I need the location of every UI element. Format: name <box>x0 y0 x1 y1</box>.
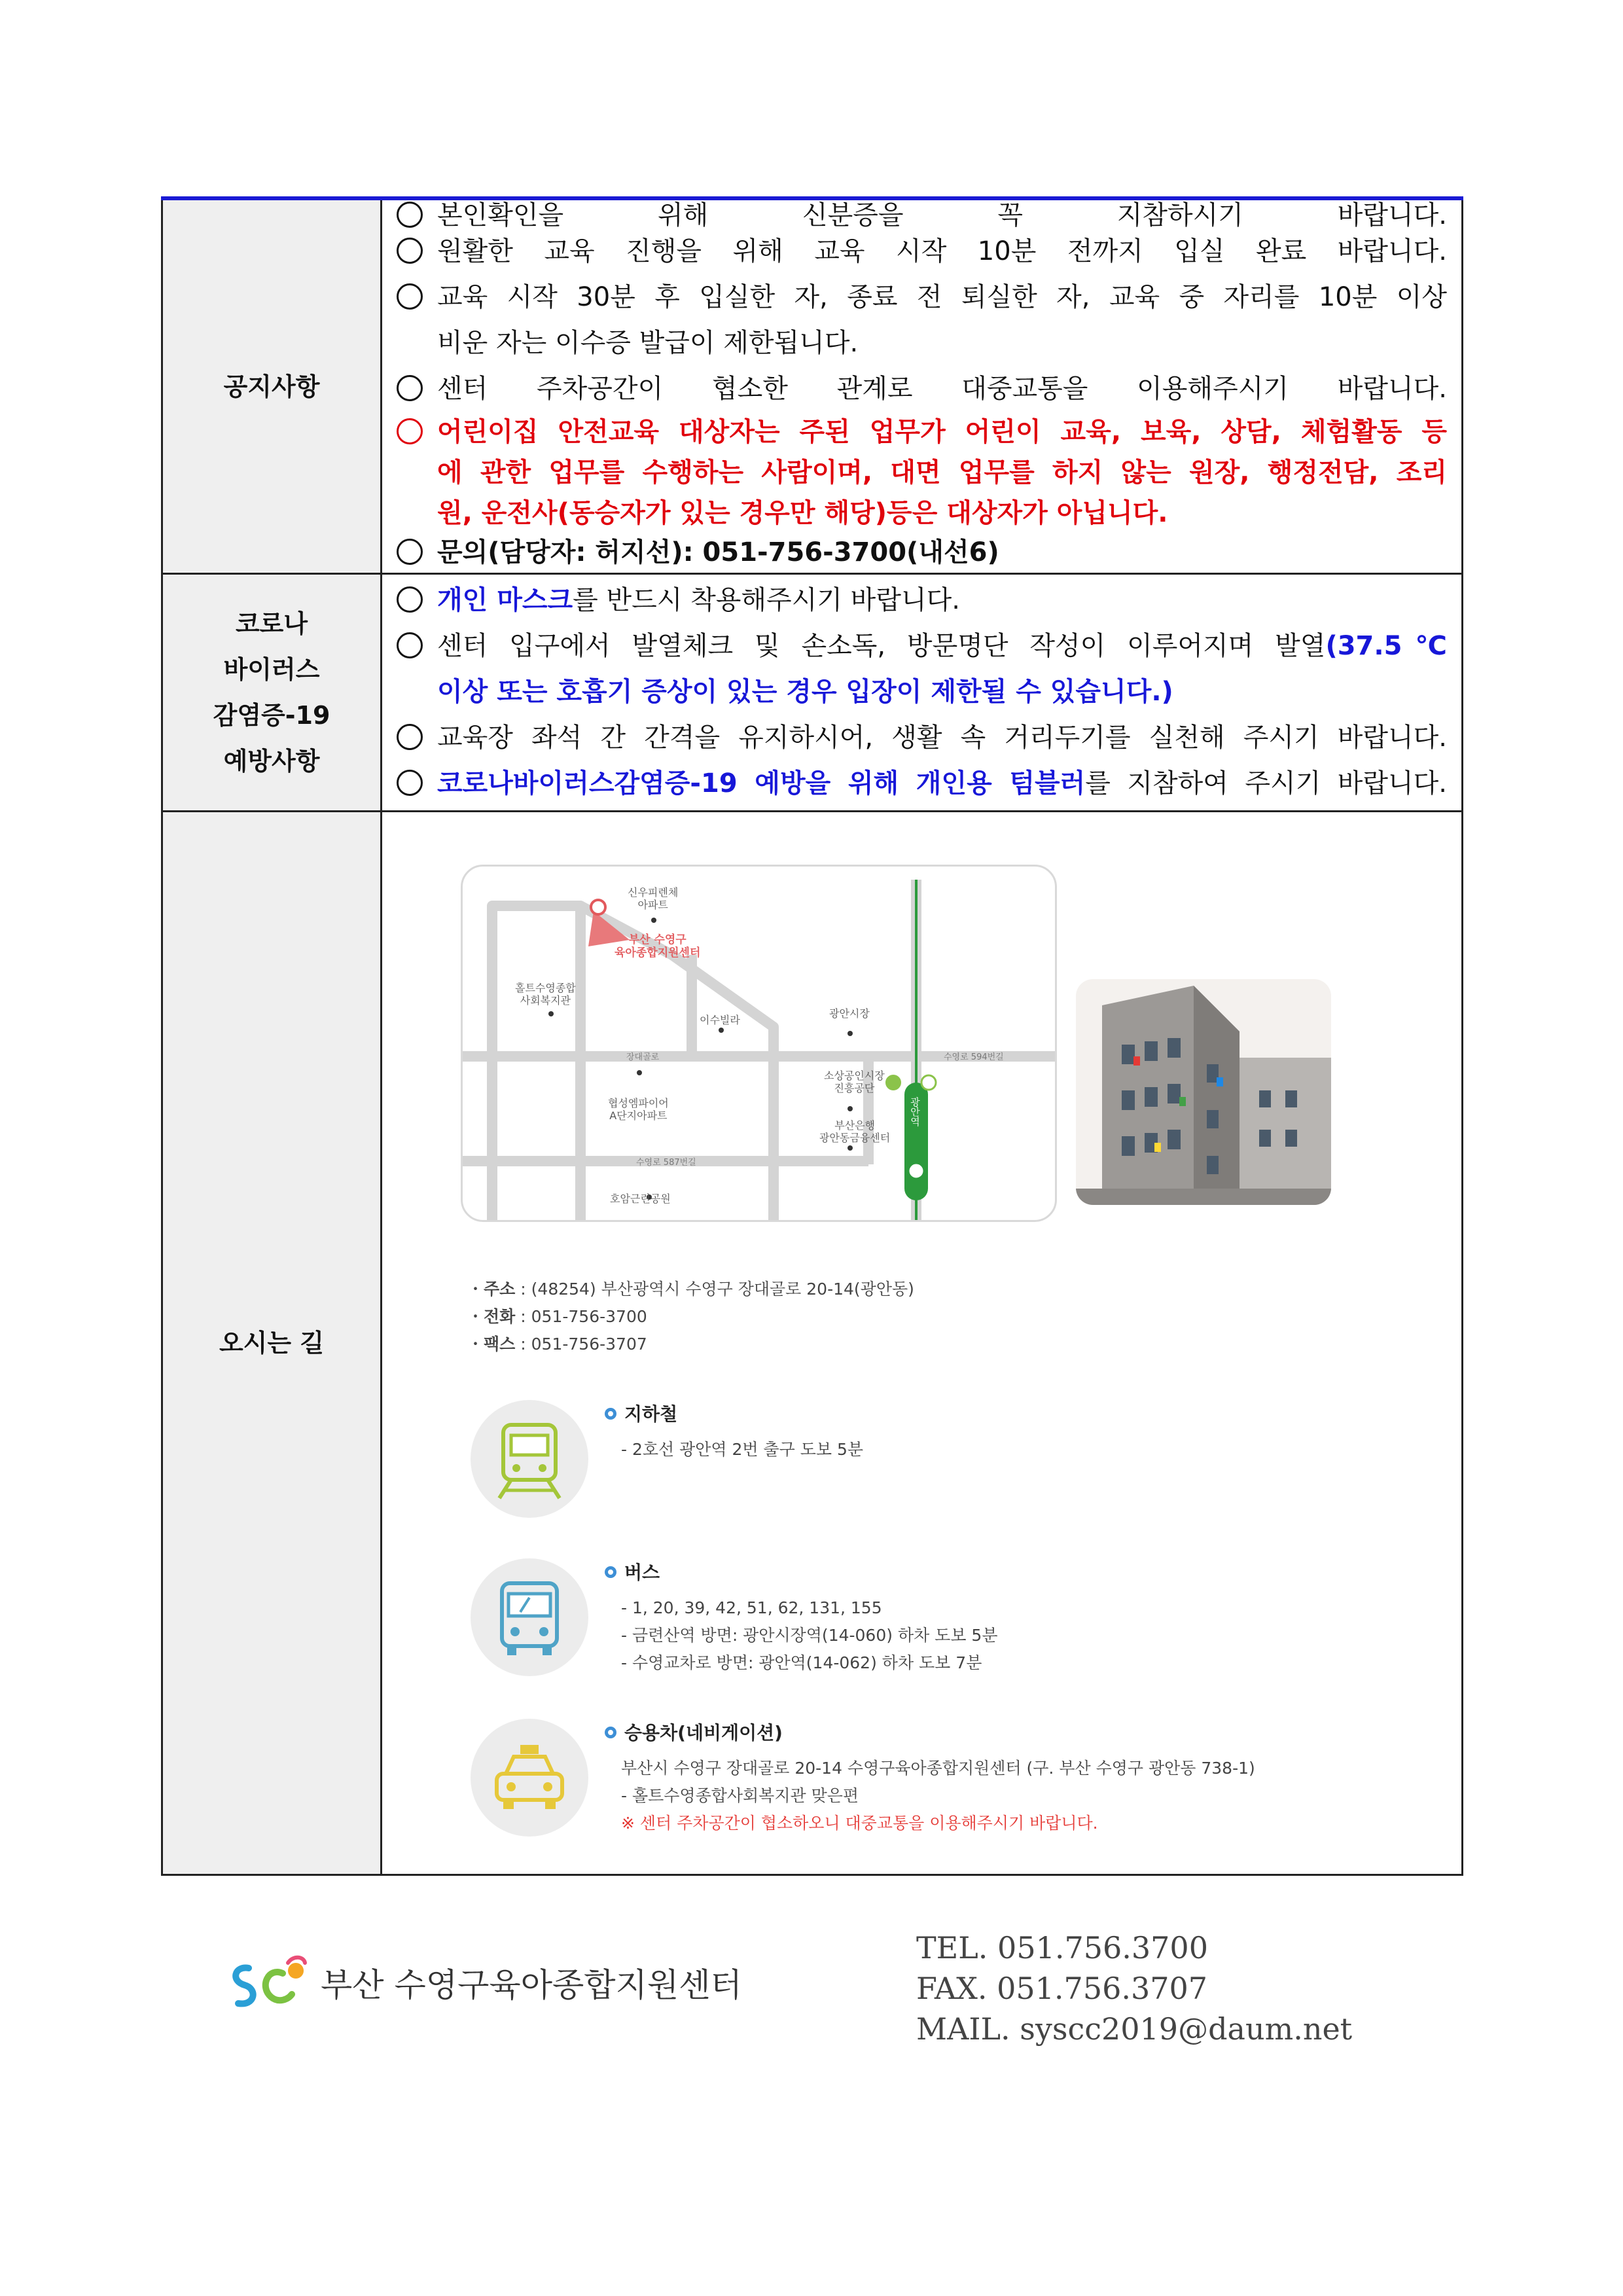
circle-bullet-icon <box>397 632 423 658</box>
map-label-road2: 수영로 594번길 <box>944 1052 1004 1062</box>
footer-tel: TEL. 051.756.3700 <box>916 1930 1208 1965</box>
circle-bullet-icon <box>397 539 423 565</box>
map-label-road1: 장대골로 <box>626 1052 660 1062</box>
phone-line: ・전화 : 051-756-3700 <box>467 1307 647 1326</box>
bus-icon <box>471 1558 588 1676</box>
building-photo <box>1076 979 1331 1205</box>
map-label-center: 부산 수영구 육아종합지원센터 <box>615 933 701 960</box>
covid-item-continued: 이상 또는 호흡기 증상이 있는 경우 입장이 제한될 수 있습니다.) <box>437 677 1173 707</box>
footer-fax: FAX. 051.756.3707 <box>916 1971 1208 2006</box>
covid-header <box>162 574 382 812</box>
address-line: ・주소 : (48254) 부산광역시 수영구 장대골로 20-14(광안동) <box>467 1280 914 1299</box>
notice-item: 본인확인을 위해 신분증을 꼭 지참하시기 바랍니다. <box>397 202 1447 228</box>
notice-item-continued: 비운 자는 이수증 발급이 제한됩니다. <box>437 328 859 358</box>
map-label-villa: 이수빌라 <box>700 1014 740 1026</box>
bus-title: 버스 <box>605 1558 660 1585</box>
footer-mail: MAIL. syscc2019@daum.net <box>916 2011 1353 2047</box>
circle-bullet-icon <box>397 418 423 444</box>
bus-line: - 금련산역 방면: 광안시장역(14-060) 하차 도보 5분 <box>621 1626 998 1645</box>
circle-bullet-icon <box>397 238 423 264</box>
info-table <box>161 200 1463 1876</box>
bus-line: - 1, 20, 39, 42, 51, 62, 131, 155 <box>621 1598 882 1617</box>
directions-header: 오시는 길 <box>162 812 382 1875</box>
covid-item: 교육장 좌석 간 간격을 유지하시어, 생활 속 거리두기를 실천해 주시기 바랍니다. <box>397 715 1447 761</box>
car-title: 승용차(네비게이션) <box>605 1719 783 1745</box>
footer-contact <box>916 1928 1352 2049</box>
covid-item: 개인 마스크를 반드시 착용해주시기 바랍니다. <box>397 577 1447 623</box>
circle-bullet-icon <box>397 202 423 228</box>
notice-item: 교육 시작 30분 후 입실한 자, 종료 전 퇴실한 자, 교육 중 자리를 10분 이상 <box>397 274 1447 320</box>
location-map <box>461 865 1057 1222</box>
notice-header: 공지사항 <box>162 200 382 574</box>
parking-warning: ※ 센터 주차공간이 협소하오니 대중교통을 이용해주시기 바랍니다. <box>621 1814 1098 1833</box>
circle-bullet-icon <box>397 375 423 401</box>
subway-details <box>621 1436 863 1463</box>
notice-body <box>382 200 1463 574</box>
subway-title: 지하철 <box>605 1400 677 1426</box>
circle-bullet-icon <box>397 283 423 310</box>
bullet-dot-icon <box>605 1727 616 1738</box>
org-logo <box>223 1954 742 2015</box>
notice-item: 원활한 교육 진행을 위해 교육 시작 10분 전까지 입실 완료 바랍니다. <box>397 228 1447 274</box>
bus-line: - 수영교차로 방면: 광안역(14-062) 하차 도보 7분 <box>621 1653 982 1672</box>
directions-row <box>162 812 1463 1875</box>
circle-bullet-icon <box>397 586 423 613</box>
car-line: 부산시 수영구 장대골로 20-14 수영구육아종합지원센터 (구. 부산 수영구 광안동 738-1) <box>621 1759 1255 1778</box>
map-label-market: 광안시장 <box>829 1007 870 1020</box>
subway-icon <box>471 1400 588 1518</box>
bullet-dot-icon <box>605 1566 616 1578</box>
notice-contact: 문의(담당자: 허지선): 051-756-3700(내선6) <box>397 533 1447 571</box>
circle-bullet-icon <box>397 770 423 796</box>
covid-label-line: 예방사항 <box>223 747 320 776</box>
map-label-smallbiz: 소상공인시장 진흥공단 <box>824 1069 885 1094</box>
car-details <box>621 1755 1255 1837</box>
map-label-apt2: 협성엠파이어 A단지아파트 <box>608 1097 669 1122</box>
covid-label-line: 감염증-19 <box>213 701 330 730</box>
map-label-bank: 부산은행 광안동금융센터 <box>819 1119 891 1144</box>
car-line: - 홀트수영종합사회복지관 맞은편 <box>621 1786 859 1805</box>
covid-row <box>162 574 1463 812</box>
notice-red-item-continued: 원, 운전사(동승자가 있는 경우만 해당)등은 대상자가 아닙니다. <box>437 498 1168 528</box>
map-label-road3: 수영로 587번길 <box>636 1158 696 1168</box>
notice-red-item-continued: 에 관한 업무를 수행하는 사람이며, 대면 업무를 하지 않는 원장, 행정전담, 조리 <box>437 457 1447 488</box>
map-label-park: 호암근린공원 <box>610 1193 671 1205</box>
covid-item: 코로나바이러스감염증-19 예방을 위해 개인용 텀블러를 지참하여 주시기 바랍니다. <box>397 761 1447 806</box>
car-icon <box>471 1719 588 1837</box>
notice-row <box>162 200 1463 574</box>
covid-body <box>382 574 1463 812</box>
contact-list <box>467 1276 914 1358</box>
covid-label-line: 바이러스 <box>223 655 320 684</box>
map-label-apt1: 신우피렌체 아파트 <box>628 886 679 911</box>
covid-label-line: 코로나 <box>235 609 308 638</box>
covid-item: 센터 입구에서 발열체크 및 손소독, 방문명단 작성이 이루어지며 발열(37.5℃ <box>397 623 1447 669</box>
fax-line: ・팩스 : 051-756-3707 <box>467 1335 647 1354</box>
map-label-station: 광안역 <box>909 1097 921 1126</box>
notice-item: 센터 주차공간이 협소한 관계로 대중교통을 이용해주시기 바랍니다. <box>397 366 1447 412</box>
subway-line: - 2호선 광안역 2번 출구 도보 5분 <box>621 1440 864 1459</box>
org-name: 부산 수영구육아종합지원센터 <box>321 1966 742 2004</box>
notice-red-item: 어린이집 안전교육 대상자는 주된 업무가 어린이 교육, 보육, 상담, 체험활동 등 <box>397 412 1447 452</box>
bullet-dot-icon <box>605 1408 616 1420</box>
directions-body <box>382 812 1463 1875</box>
bus-details <box>621 1594 998 1677</box>
map-label-welfare: 홀트수영종합 사회복지관 <box>515 982 576 1007</box>
org-logo-icon <box>223 1954 314 2013</box>
circle-bullet-icon <box>397 724 423 750</box>
